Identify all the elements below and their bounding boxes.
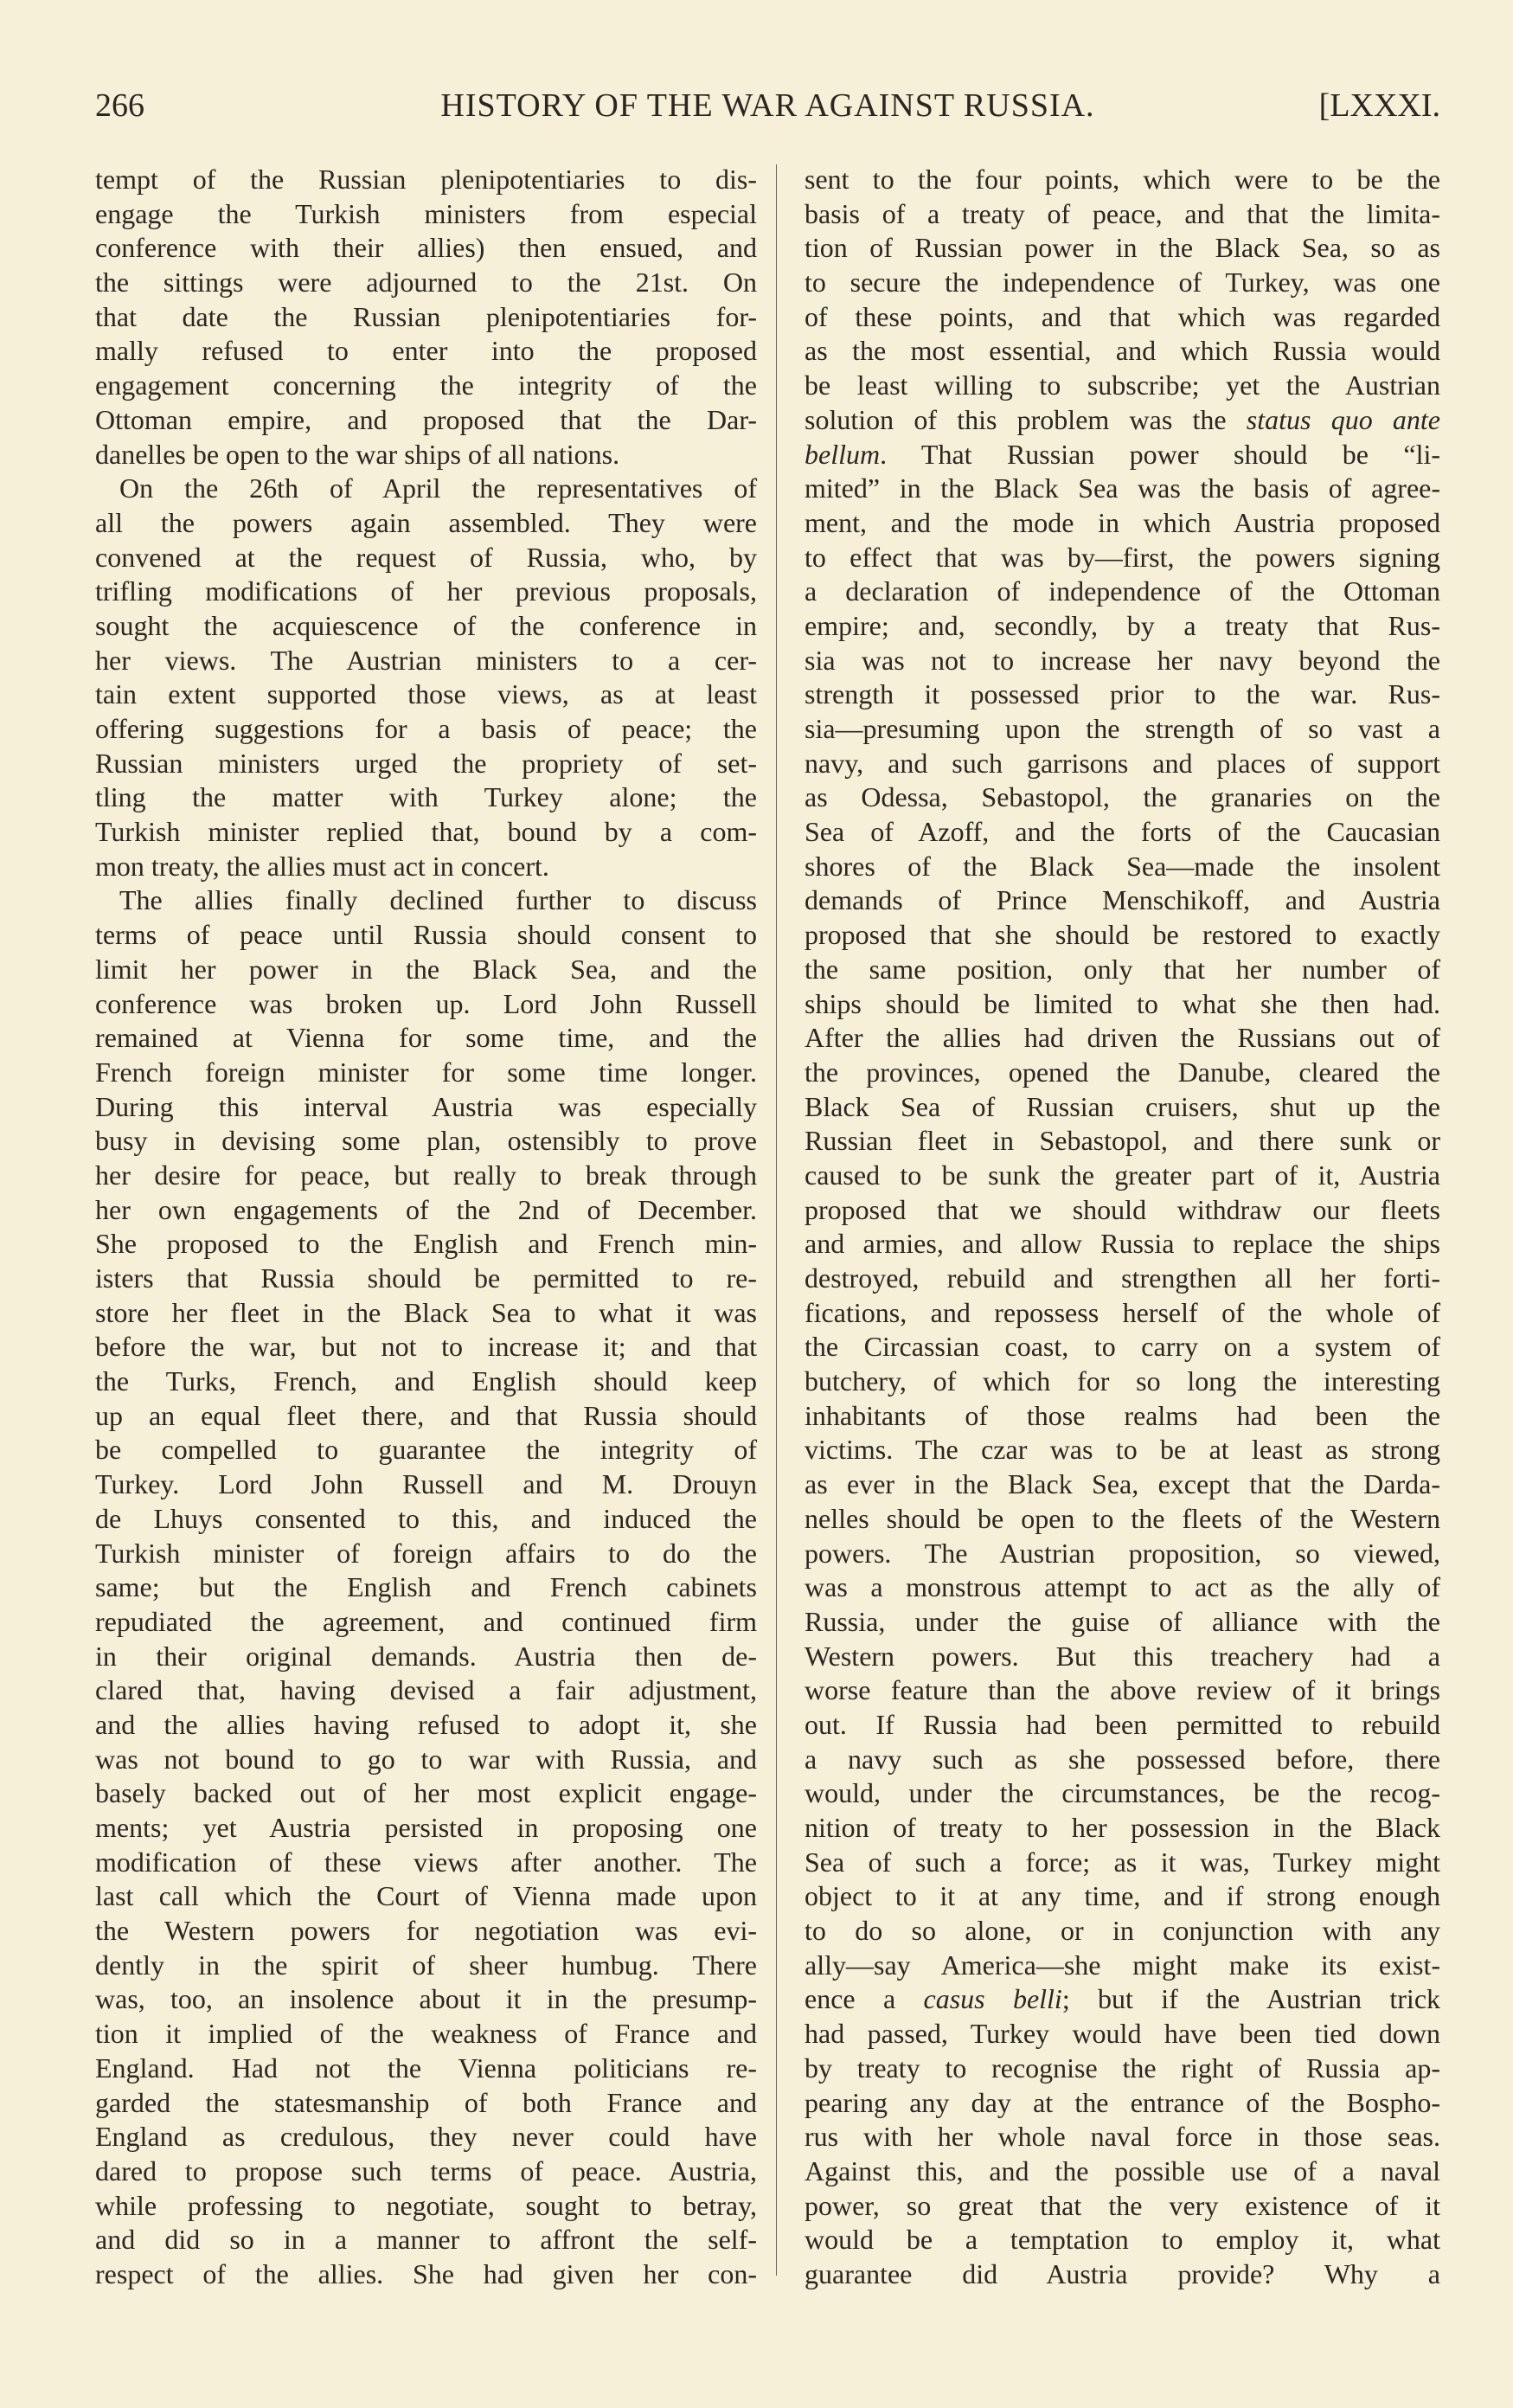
text-line: before the war, but not to increase it; and that [95, 1331, 757, 1363]
text-line: French foreign minister for some time longer. [95, 1056, 757, 1088]
text-line: a declaration of independence of the Ottoman [805, 575, 1440, 607]
text-line: During this interval Austria was especially [95, 1090, 757, 1122]
text-line: remained at Vienna for some time, and the [95, 1022, 757, 1054]
text-line [95, 883, 757, 918]
text-line: Sea of Azoff, and the forts of the Caucasian [805, 816, 1440, 848]
text-line: tion of Russian power in the Black Sea, so as [805, 232, 1440, 264]
text-segment: ence a [805, 1983, 924, 2015]
text-line [95, 850, 757, 884]
text-line: was, too, an insolence about it in the presump- [95, 1983, 757, 2015]
text-line: Ottoman empire, and proposed that the Dar- [95, 403, 757, 435]
text-line: nition of treaty to her possession in the Black [805, 1812, 1440, 1843]
text-line: isters that Russia should be permitted to re- [95, 1262, 757, 1294]
text-line: Russian fleet in Sebastopol, and there sunk or [805, 1125, 1440, 1157]
text-line: her own engagements of the 2nd of December. [95, 1193, 757, 1225]
text-segment: The allies finally declined further to discuss [119, 884, 757, 916]
text-line: ment, and the mode in which Austria proposed [805, 506, 1440, 538]
text-segment: On the 26th of April the representatives of [119, 472, 757, 504]
text-line: was not bound to go to war with Russia, and [95, 1743, 757, 1775]
text-line: empire; and, secondly, by a treaty that Rus- [805, 609, 1440, 641]
text-line: Against this, and the possible use of a naval [805, 2154, 1440, 2186]
text-line: tempt of the Russian plenipotentiaries to dis- [95, 164, 757, 195]
text-line [95, 438, 757, 472]
text-line: basis of a treaty of peace, and that the limita- [805, 197, 1440, 229]
text-line: modification of these views after another. The [95, 1846, 757, 1878]
text-line: mally refused to enter into the proposed [95, 335, 757, 367]
text-line: proposed that we should withdraw our fleets [805, 1193, 1440, 1225]
text-line: Russian ministers urged the propriety of set- [95, 747, 757, 779]
text-line: trifling modifications of her previous proposals, [95, 575, 757, 607]
text-line: be compelled to guarantee the integrity of [95, 1434, 757, 1466]
text-line: conference with their allies) then ensued, and [95, 232, 757, 264]
italic-phrase: bellum [805, 438, 881, 470]
running-title: HISTORY OF THE WAR AGAINST RUSSIA. [440, 87, 1095, 124]
text-segment: danelles be open to the war ships of all nations. [95, 438, 620, 470]
text-line: ments; yet Austria persisted in proposing one [95, 1812, 757, 1843]
text-line: powers. The Austrian proposition, so viewed, [805, 1537, 1440, 1569]
text-line: Turkish minister of foreign affairs to do the [95, 1537, 757, 1569]
text-line: and armies, and allow Russia to replace the ships [805, 1228, 1440, 1260]
text-line: the same position, only that her number of [805, 953, 1440, 985]
text-line: England as credulous, they never could have [95, 2121, 757, 2153]
text-line: pearing any day at the entrance of the Bospho- [805, 2086, 1440, 2118]
text-line: would, under the circumstances, be the recog- [805, 1777, 1440, 1809]
text-line [95, 472, 757, 506]
text-line: out. If Russia had been permitted to rebuild [805, 1708, 1440, 1740]
text-line [805, 403, 1440, 438]
text-line: same; but the English and French cabinets [95, 1571, 757, 1603]
text-line: busy in devising some plan, ostensibly to prove [95, 1125, 757, 1157]
text-line: a navy such as she possessed before, there [805, 1743, 1440, 1775]
right-column [805, 163, 1440, 2292]
text-line: repudiated the agreement, and continued firm [95, 1605, 757, 1637]
text-line: as Odessa, Sebastopol, the granaries on the [805, 781, 1440, 813]
text-line: her views. The Austrian ministers to a cer- [95, 644, 757, 676]
left-column [95, 163, 757, 2292]
text-line [805, 1982, 1440, 2017]
running-header [95, 87, 1440, 130]
text-line: rus with her whole naval force in those seas. [805, 2121, 1440, 2153]
text-line: guarantee did Austria provide? Why a [805, 2257, 1440, 2289]
text-line: victims. The czar was to be at least as strong [805, 1434, 1440, 1466]
text-line: last call which the Court of Vienna made upon [95, 1880, 757, 1912]
text-segment: mon treaty, the allies must act in concert. [95, 850, 549, 882]
text-line: tain extent supported those views, as at least [95, 678, 757, 710]
text-line: dared to propose such terms of peace. Austria, [95, 2154, 757, 2186]
text-line: in their original demands. Austria then de- [95, 1640, 757, 1672]
text-line: Sea of such a force; as it was, Turkey might [805, 1846, 1440, 1878]
text-segment: . That Russian power should be “li- [880, 438, 1440, 470]
text-line: sought the acquiescence of the conference in [95, 609, 757, 641]
text-line: the Circassian coast, to carry on a system of [805, 1331, 1440, 1363]
text-line: had passed, Turkey would have been tied down [805, 2018, 1440, 2050]
text-line: England. Had not the Vienna politicians re- [95, 2052, 757, 2084]
text-line: store her fleet in the Black Sea to what it was [95, 1296, 757, 1328]
text-line: her desire for peace, but really to break through [95, 1159, 757, 1191]
chapter-marker: [LXXXI. [1318, 87, 1440, 124]
text-line: and did so in a manner to affront the self- [95, 2224, 757, 2256]
text-line: tion it implied of the weakness of France and [95, 2018, 757, 2050]
text-line: engagement concerning the integrity of the [95, 369, 757, 401]
text-line: conference was broken up. Lord John Russell [95, 987, 757, 1019]
text-line: that date the Russian plenipotentiaries for- [95, 300, 757, 332]
text-line: the provinces, opened the Danube, cleared the [805, 1056, 1440, 1088]
text-line: After the allies had driven the Russians out of [805, 1022, 1440, 1054]
text-line: Turkey. Lord John Russell and M. Drouyn [95, 1468, 757, 1500]
text-line: engage the Turkish ministers from especial [95, 197, 757, 229]
text-line: navy, and such garrisons and places of support [805, 747, 1440, 779]
text-line: caused to be sunk the greater part of it, Austria [805, 1159, 1440, 1191]
text-line: as the most essential, and which Russia would [805, 335, 1440, 367]
text-line: inhabitants of those realms had been the [805, 1399, 1440, 1431]
text-line: all the powers again assembled. They were [95, 506, 757, 538]
text-segment: solution of this problem was the [805, 403, 1247, 435]
text-line: convened at the request of Russia, who, by [95, 541, 757, 573]
text-line: terms of peace until Russia should consent to [95, 919, 757, 951]
text-line: proposed that she should be restored to exactly [805, 919, 1440, 951]
text-line: to effect that was by—first, the powers signing [805, 541, 1440, 573]
italic-phrase: casus belli [923, 1983, 1062, 2015]
text-line: as ever in the Black Sea, except that the Darda- [805, 1468, 1440, 1500]
text-line: power, so great that the very existence of it [805, 2189, 1440, 2221]
text-line: limit her power in the Black Sea, and the [95, 953, 757, 985]
text-line: sia was not to increase her navy beyond the [805, 644, 1440, 676]
text-line: and the allies having refused to adopt it, she [95, 1708, 757, 1740]
text-line: garded the statesmanship of both France and [95, 2086, 757, 2118]
text-line: Black Sea of Russian cruisers, shut up the [805, 1090, 1440, 1122]
text-line: Western powers. But this treachery had a [805, 1640, 1440, 1672]
text-line: de Lhuys consented to this, and induced the [95, 1502, 757, 1534]
column-divider [776, 164, 777, 2276]
text-line: be least willing to subscribe; yet the Austrian [805, 369, 1440, 401]
text-line: Turkish minister replied that, bound by a com- [95, 816, 757, 848]
text-line: up an equal fleet there, and that Russia should [95, 1399, 757, 1431]
text-line: shores of the Black Sea—made the insolent [805, 850, 1440, 882]
text-line: She proposed to the English and French min- [95, 1228, 757, 1260]
text-line: basely backed out of her most explicit engage- [95, 1777, 757, 1809]
text-line: Russia, under the guise of alliance with the [805, 1605, 1440, 1637]
text-line: was a monstrous attempt to act as the ally of [805, 1571, 1440, 1603]
text-line [805, 438, 1440, 472]
text-line: tling the matter with Turkey alone; the [95, 781, 757, 813]
text-line: respect of the allies. She had given her con- [95, 2257, 757, 2289]
text-line: clared that, having devised a fair adjustment, [95, 1674, 757, 1706]
text-line: nelles should be open to the fleets of the Western [805, 1502, 1440, 1534]
text-line: destroyed, rebuild and strengthen all her forti- [805, 1262, 1440, 1294]
text-line: strength it possessed prior to the war. Rus- [805, 678, 1440, 710]
text-line: sia—presuming upon the strength of so vast a [805, 713, 1440, 744]
text-line: worse feature than the above review of it brings [805, 1674, 1440, 1706]
text-line: ally—say America—she might make its exist- [805, 1949, 1440, 1981]
text-line: to do so alone, or in conjunction with any [805, 1915, 1440, 1947]
text-line: dently in the spirit of sheer humbug. There [95, 1949, 757, 1981]
text-line: the sittings were adjourned to the 21st. On [95, 266, 757, 299]
text-line: while professing to negotiate, sought to betray, [95, 2189, 757, 2221]
text-line: to secure the independence of Turkey, was one [805, 266, 1440, 299]
text-line: object to it at any time, and if strong enough [805, 1880, 1440, 1912]
page-number: 266 [95, 87, 144, 124]
text-line: by treaty to recognise the right of Russia ap- [805, 2052, 1440, 2084]
text-segment: ; but if the Austrian trick [1061, 1983, 1441, 2015]
text-line: ships should be limited to what she then had. [805, 987, 1440, 1019]
text-line: the Turks, French, and English should keep [95, 1365, 757, 1397]
text-line: mited” in the Black Sea was the basis of agree- [805, 472, 1440, 504]
text-line: butchery, of which for so long the interesting [805, 1365, 1440, 1397]
text-line: of these points, and that which was regarded [805, 300, 1440, 332]
text-line: offering suggestions for a basis of peace; the [95, 713, 757, 744]
text-line: would be a temptation to employ it, what [805, 2224, 1440, 2256]
text-line: fications, and repossess herself of the whole of [805, 1296, 1440, 1328]
text-line: demands of Prince Menschikoff, and Austria [805, 884, 1440, 916]
italic-phrase: status quo ante [1246, 403, 1441, 435]
text-line: the Western powers for negotiation was evi- [95, 1915, 757, 1947]
text-line: sent to the four points, which were to be the [805, 164, 1440, 195]
